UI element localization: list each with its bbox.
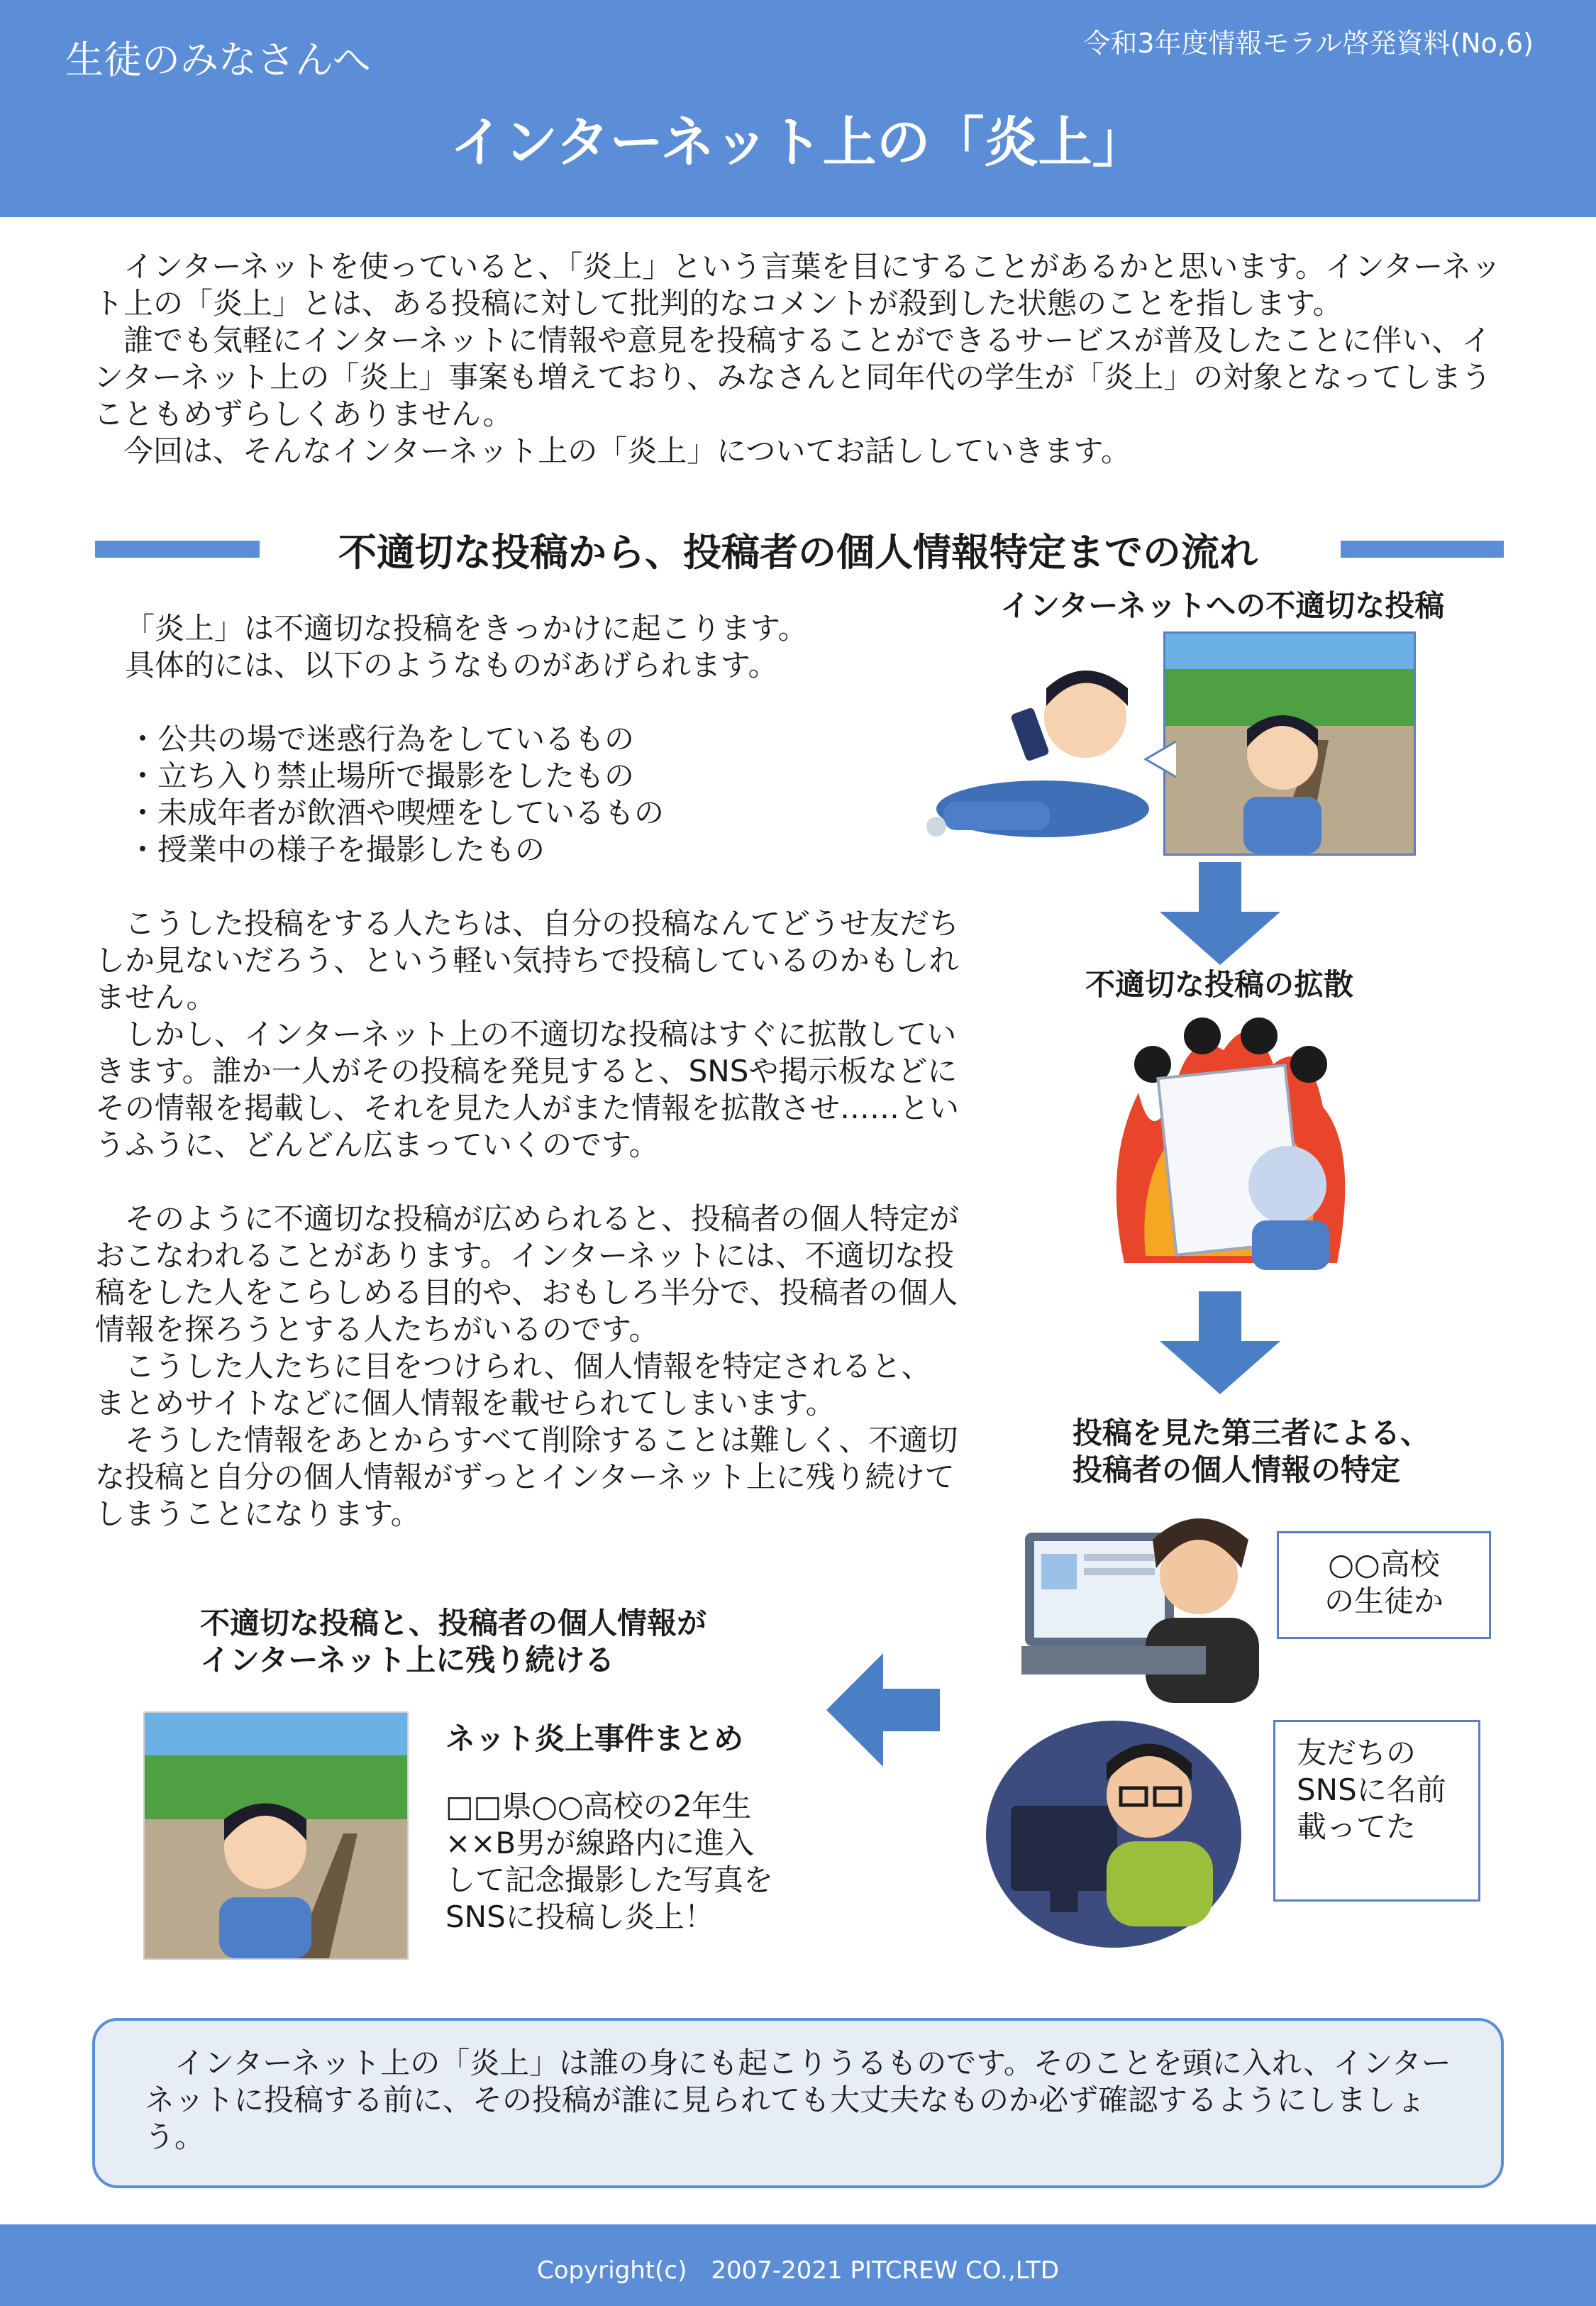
leaked-photo	[143, 1711, 409, 1960]
woman-at-laptop-illustration	[1021, 1497, 1263, 1710]
flow-step1-caption: インターネットへの不適切な投稿	[1000, 588, 1445, 623]
intro-paragraph: 今回は、そんなインターネット上の「炎上」についてお話ししていきます。	[123, 434, 1131, 468]
section-title: 不適切な投稿から、投稿者の個人情報特定までの流れ	[338, 530, 1258, 575]
speech-bubble-school	[1277, 1531, 1491, 1639]
body-paragraph: そのように不適切な投稿が広められると、投稿者の個人特定がおこなわれることがあります。インターネットには、不適切な投稿をした人をこらしめる目的や、おもしろ半分で、投稿者の個人情報を探ろうとする人たちがいるのです。	[95, 1201, 960, 1347]
bubble-line: 友だちの	[1297, 1736, 1417, 1770]
conclusion-box	[92, 2018, 1504, 2188]
speech-bubble-friends	[1273, 1720, 1480, 1902]
paragraph-gap	[95, 1164, 960, 1201]
boy-on-phone-illustration	[915, 639, 1156, 866]
flow-arrow-down	[1156, 862, 1284, 969]
list-item: ・立ち入り禁止場所で撮影をしたもの	[128, 758, 635, 793]
spreading-post-illustration	[1096, 1008, 1365, 1277]
summary-line: SNSに投稿し炎上！	[445, 1899, 714, 1934]
section-bar-left	[95, 541, 260, 558]
flow-step4-caption	[200, 1605, 706, 1679]
bubble-line: SNSに名前	[1297, 1772, 1446, 1807]
flow-arrow-down	[1156, 1291, 1284, 1398]
intro-paragraph: 誰でも気軽にインターネットに情報や意見を投稿することができるサービスが普及したことに伴い、インターネット上の「炎上」事案も増えており、みなさんと同年代の学生が「炎上」の対象となってしまうこともめずらしくありません。	[94, 323, 1492, 431]
intro-text	[94, 248, 1512, 470]
bullet-list	[95, 721, 960, 868]
body-paragraph: こうした人たちに目をつけられ、個人情報を特定されると、まとめサイトなどに個人情報を載せられてしまいます。	[95, 1349, 931, 1420]
body-text	[95, 610, 960, 1533]
man-at-computer-illustration	[982, 1710, 1245, 1951]
copyright-text: Copyright(c) 2007-2021 PITCREW CO.,LTD	[536, 2256, 1059, 2285]
body-paragraph: こうした投稿をする人たちは、自分の投稿なんてどうせ友だちしか見ないだろう、という軽い気持ちで投稿しているのかもしれません。	[95, 906, 960, 1015]
bubble-line: ○○高校	[1328, 1547, 1440, 1582]
intro-paragraph: インターネットを使っていると、「炎上」という言葉を目にすることがあるかと思います。インターネット上の「炎上」とは、ある投稿に対して批判的なコメントが殺到した状態のことを指します。	[94, 249, 1502, 321]
audience-label: 生徒のみなさんへ	[65, 38, 371, 82]
page-title: インターネット上の「炎上」	[450, 111, 1146, 174]
conclusion-text: インターネット上の「炎上」は誰の身にも起こりうるものです。そのことを頭に入れ、インターネットに投稿する前に、その投稿が誰に見られても大丈夫なものか必ず確認するようにしましょう。	[145, 2046, 1451, 2154]
summary-article	[445, 1788, 843, 1936]
flow-step3-caption	[1073, 1415, 1430, 1489]
bubble-line: の生徒か	[1324, 1584, 1443, 1618]
list-item: ・授業中の様子を撮影したもの	[128, 832, 545, 867]
body-lead: 「炎上」は不適切な投稿をきっかけに起こります。	[125, 611, 808, 646]
body-paragraph: しかし、インターネット上の不適切な投稿はすぐに拡散していきます。誰か一人がその投稿を発見すると、SNSや掲示板などにその情報を掲載し、それを見た人がまた情報を拡散させ……というふうに、どんどん広まっていくのです。	[95, 1017, 960, 1162]
inappropriate-post-photo	[1163, 631, 1416, 856]
flow-step3-line: 投稿者の個人情報の特定	[1073, 1452, 1401, 1487]
flow-step4-line: 不適切な投稿と、投稿者の個人情報が	[200, 1606, 707, 1640]
list-item: ・公共の場で迷惑行為をしているもの	[128, 722, 635, 756]
summary-line: して記念撮影した写真を	[445, 1863, 774, 1897]
bubble-line: 載ってた	[1297, 1809, 1417, 1844]
summary-line: □□県○○高校の2年生	[445, 1789, 752, 1824]
summary-line: ××B男が線路内に進入	[445, 1826, 755, 1860]
flow-step4-line: インターネット上に残り続ける	[200, 1643, 615, 1677]
speech-tail	[1142, 738, 1177, 780]
body-paragraph: そうした情報をあとからすべて削除することは難しく、不適切な投稿と自分の個人情報がずっとインターネット上に残り続けてしまうことになります。	[95, 1423, 958, 1531]
flow-step3-line: 投稿を見た第三者による、	[1073, 1416, 1431, 1450]
flow-step2-caption: 不適切な投稿の拡散	[1085, 967, 1354, 1002]
summary-site-title: ネット炎上事件まとめ	[445, 1721, 744, 1756]
flow-arrow-left	[823, 1650, 943, 1770]
body-lead: 具体的には、以下のようなものがあげられます。	[125, 648, 778, 683]
list-item: ・未成年者が飲酒や喫煙をしているもの	[128, 795, 665, 830]
section-bar-right	[1341, 541, 1504, 558]
series-label: 令和3年度情報モラル啓発資料(No,6)	[1083, 28, 1534, 59]
